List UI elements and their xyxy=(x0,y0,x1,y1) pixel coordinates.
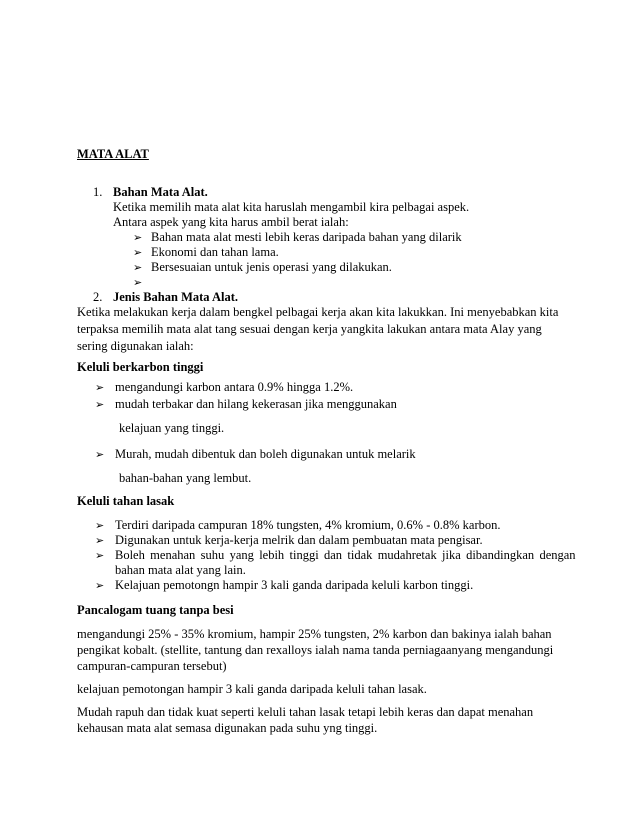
section2-paragraph-line: sering digunakan ialah: xyxy=(77,339,194,353)
keluli-berkarbon-bullet-continuation: kelajuan yang tinggi. xyxy=(119,421,225,435)
keluli-berkarbon-bullet: Murah, mudah dibentuk dan boleh digunakan untuk melarik xyxy=(115,447,416,461)
keluli-tahan-lasak-bullet: Boleh menahan suhu yang lebih tinggi dan tidak mudahretak jika dibandingkan dengan xyxy=(115,548,576,562)
arrow-bullet-icon: ➢ xyxy=(95,398,105,411)
arrow-bullet-icon: ➢ xyxy=(95,549,105,562)
pancalogam-paragraph-line: mengandungi 25% - 35% kromium, hampir 25% tungsten, 2% karbon dan bakinya ialah bahan xyxy=(77,627,552,641)
arrow-bullet-icon: ➢ xyxy=(95,381,105,394)
section1-bullet: Bahan mata alat mesti lebih keras daripada bahan yang dilarik xyxy=(151,230,462,244)
section2-paragraph-line: Ketika melakukan kerja dalam bengkel pelbagai kerja akan kita lakukkan. Ini menyebabkan kita xyxy=(77,305,559,319)
arrow-bullet-icon: ➢ xyxy=(95,519,105,532)
pancalogam-paragraph-line: kehausan mata alat semasa digunakan pada suhu yng tinggi. xyxy=(77,721,378,735)
section1-number: 1. xyxy=(93,185,103,199)
arrow-bullet-icon: ➢ xyxy=(133,246,143,259)
pancalogam-paragraph-line: campuran-campuran tersebut) xyxy=(77,659,227,673)
keluli-berkarbon-heading: Keluli berkarbon tinggi xyxy=(77,360,204,374)
arrow-bullet-icon: ➢ xyxy=(95,579,105,592)
section1-bullet: Ekonomi dan tahan lama. xyxy=(151,245,279,259)
arrow-bullet-icon: ➢ xyxy=(133,276,143,289)
section1-heading: Bahan Mata Alat. xyxy=(113,185,208,199)
keluli-tahan-lasak-bullet: Terdiri daripada campuran 18% tungsten, 4% kromium, 0.6% - 0.8% karbon. xyxy=(115,518,501,532)
pancalogam-paragraph: kelajuan pemotongan hampir 3 kali ganda daripada keluli tahan lasak. xyxy=(77,682,427,696)
keluli-tahan-lasak-bullet: Kelajuan pemotongn hampir 3 kali ganda daripada keluli karbon tinggi. xyxy=(115,578,474,592)
arrow-bullet-icon: ➢ xyxy=(133,231,143,244)
section1-line2: Antara aspek yang kita harus ambil berat ialah: xyxy=(113,215,349,229)
pancalogam-paragraph-line: Mudah rapuh dan tidak kuat seperti keluli tahan lasak tetapi lebih keras dan dapat menahan xyxy=(77,705,534,719)
keluli-tahan-lasak-heading: Keluli tahan lasak xyxy=(77,494,175,508)
arrow-bullet-icon: ➢ xyxy=(95,534,105,547)
keluli-berkarbon-bullet: mengandungi karbon antara 0.9% hingga 1.2%. xyxy=(115,380,354,394)
arrow-bullet-icon: ➢ xyxy=(133,261,143,274)
section2-number: 2. xyxy=(93,290,103,304)
arrow-bullet-icon: ➢ xyxy=(95,448,105,461)
pancalogam-paragraph-line: pengikat kobalt. (stellite, tantung dan rexalloys ialah nama tanda perniagaanyang mengandungi xyxy=(77,643,554,657)
keluli-tahan-lasak-bullet-continuation: bahan mata alat yang lain. xyxy=(115,563,246,577)
keluli-berkarbon-bullet: mudah terbakar dan hilang kekerasan jika menggunakan xyxy=(115,397,397,411)
section1-line1: Ketika memilih mata alat kita haruslah mengambil kira pelbagai aspek. xyxy=(113,200,470,214)
section2-heading: Jenis Bahan Mata Alat. xyxy=(113,290,239,304)
pancalogam-heading: Pancalogam tuang tanpa besi xyxy=(77,603,234,617)
keluli-berkarbon-bullet-continuation: bahan-bahan yang lembut. xyxy=(119,471,252,485)
keluli-tahan-lasak-bullet: Digunakan untuk kerja-kerja melrik dan dalam pembuatan mata pengisar. xyxy=(115,533,483,547)
section1-bullet: Bersesuaian untuk jenis operasi yang dilakukan. xyxy=(151,260,392,274)
document-title: MATA ALAT xyxy=(77,147,149,161)
section2-paragraph-line: terpaksa memilih mata alat tang sesuai dengan kerja yangkita lakukan antara mata Alay yang xyxy=(77,322,542,336)
